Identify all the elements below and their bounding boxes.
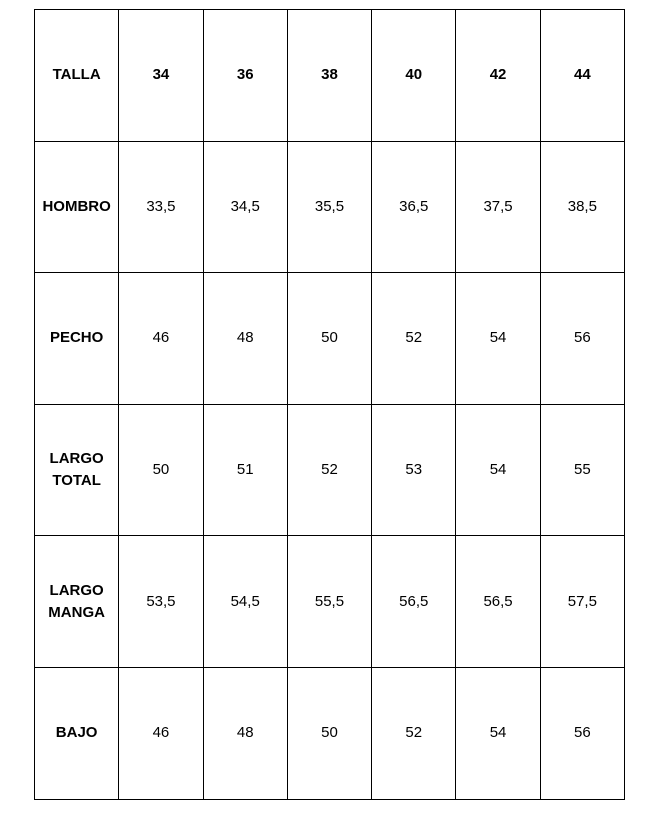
- table-cell: 53: [372, 404, 456, 536]
- table-cell: 56: [540, 273, 624, 405]
- row-label-hombro: HOMBRO: [35, 141, 119, 273]
- table-cell: 50: [287, 273, 371, 405]
- row-label-largo-manga: LARGO MANGA: [35, 536, 119, 668]
- table-cell: 36,5: [372, 141, 456, 273]
- table-cell: 38,5: [540, 141, 624, 273]
- table-row-pecho: [35, 273, 625, 405]
- table-cell: 55: [540, 404, 624, 536]
- table-cell: 50: [287, 667, 371, 799]
- size-40: 40: [372, 10, 456, 142]
- table-row-largo-total: [35, 404, 625, 536]
- table-cell: 46: [119, 667, 203, 799]
- table-cell: 55,5: [287, 536, 371, 668]
- size-chart-table: [34, 9, 625, 800]
- table-cell: 57,5: [540, 536, 624, 668]
- size-42: 42: [456, 10, 540, 142]
- table-cell: 54: [456, 404, 540, 536]
- table-cell: 54: [456, 273, 540, 405]
- table-row-hombro: [35, 141, 625, 273]
- table-cell: 46: [119, 273, 203, 405]
- table-cell: 37,5: [456, 141, 540, 273]
- header-label-talla: TALLA: [35, 10, 119, 142]
- table-row-largo-manga: [35, 536, 625, 668]
- table-cell: 34,5: [203, 141, 287, 273]
- table-cell: 54: [456, 667, 540, 799]
- row-label-bajo: BAJO: [35, 667, 119, 799]
- row-label-pecho: PECHO: [35, 273, 119, 405]
- table-cell: 52: [372, 667, 456, 799]
- table-cell: 52: [372, 273, 456, 405]
- table-cell: 56,5: [456, 536, 540, 668]
- size-36: 36: [203, 10, 287, 142]
- size-38: 38: [287, 10, 371, 142]
- table-cell: 54,5: [203, 536, 287, 668]
- table-cell: 48: [203, 273, 287, 405]
- row-label-largo-total: LARGO TOTAL: [35, 404, 119, 536]
- table-cell: 35,5: [287, 141, 371, 273]
- header-row: [35, 10, 625, 142]
- table-cell: 52: [287, 404, 371, 536]
- table-cell: 50: [119, 404, 203, 536]
- table-cell: 56: [540, 667, 624, 799]
- size-34: 34: [119, 10, 203, 142]
- table-cell: 51: [203, 404, 287, 536]
- table-cell: 56,5: [372, 536, 456, 668]
- table-cell: 53,5: [119, 536, 203, 668]
- size-44: 44: [540, 10, 624, 142]
- table-row-bajo: [35, 667, 625, 799]
- table-cell: 33,5: [119, 141, 203, 273]
- table-cell: 48: [203, 667, 287, 799]
